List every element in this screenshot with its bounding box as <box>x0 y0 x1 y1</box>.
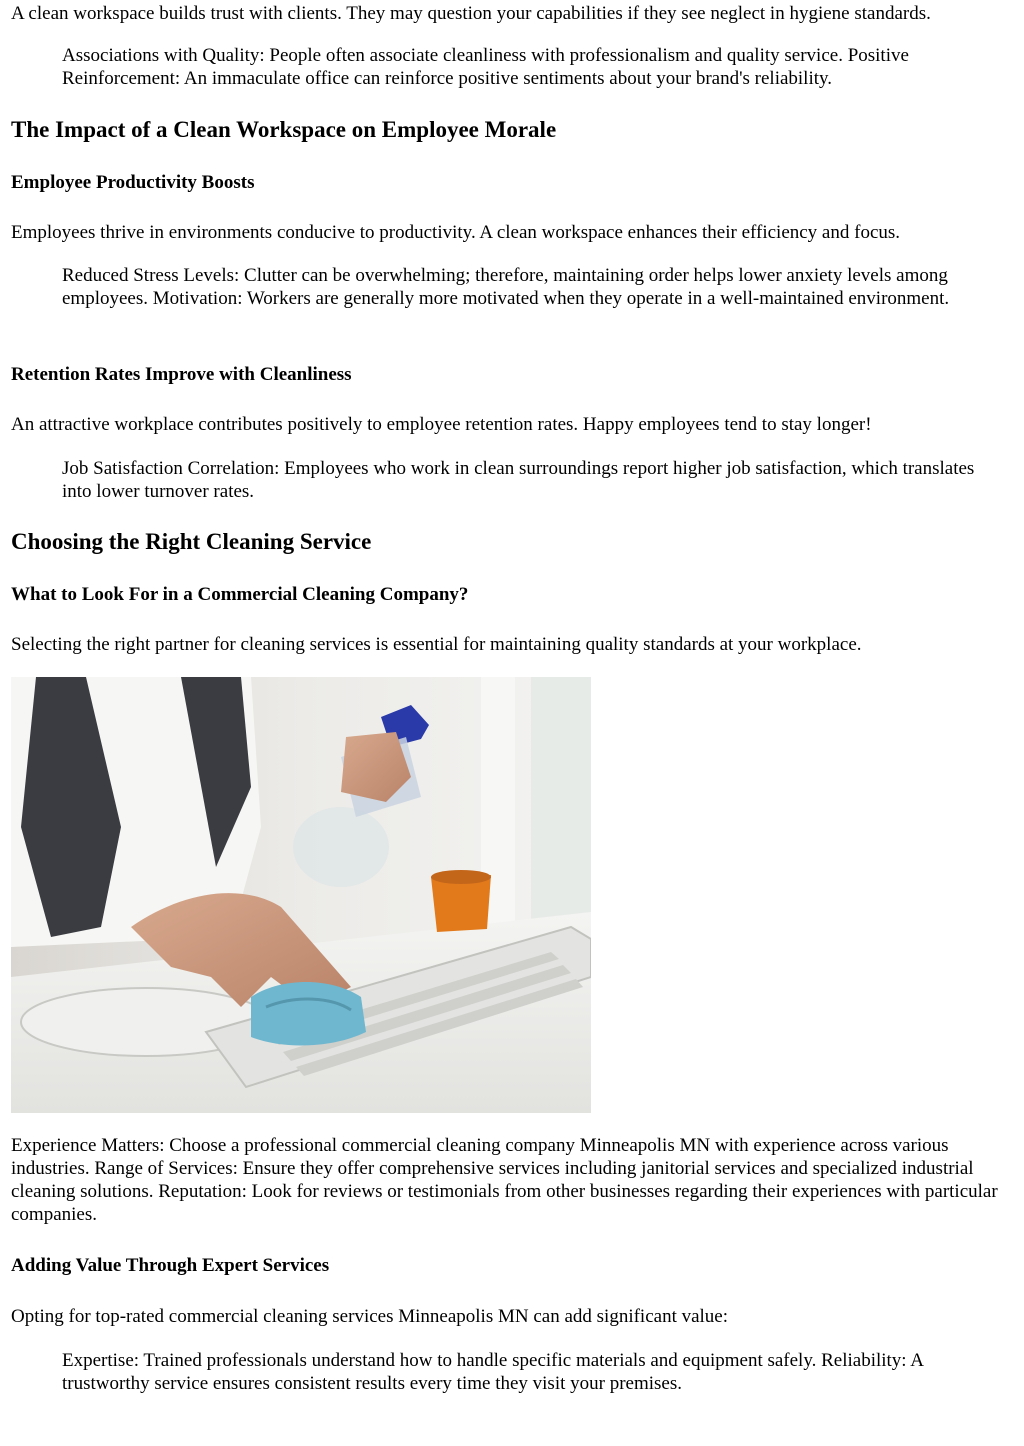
cleaning-desk-photo <box>11 677 591 1113</box>
blue-cloth-shape <box>251 982 366 1045</box>
retention-list-item: Job Satisfaction Correlation: Employees who work in clean surroundings report higher job satisfaction, which translates into lower turnover rates. <box>62 458 975 502</box>
look-for-paragraph: Selecting the right partner for cleaning services is essential for maintaining quality standards at your workplace. <box>11 634 862 655</box>
heading-employee-productivity: Employee Productivity Boosts <box>11 172 255 193</box>
glass-jar-shape <box>293 807 389 887</box>
intro-list-item: Associations with Quality: People often associate cleanliness with professionalism and quality service. Positive Reinforcement: An immaculate office can reinforce positive sentiments about your brand's reliability. <box>62 45 909 89</box>
heading-adding-value: Adding Value Through Expert Services <box>11 1255 330 1276</box>
heading-employee-morale: The Impact of a Clean Workspace on Employee Morale <box>11 117 557 142</box>
intro-paragraph: A clean workspace builds trust with clients. They may question your capabilities if they see neglect in hygiene standards. <box>11 3 931 24</box>
retention-paragraph: An attractive workplace contributes positively to employee retention rates. Happy employees tend to stay longer! <box>11 414 872 435</box>
experience-paragraph: Experience Matters: Choose a professional commercial cleaning company Minneapolis MN with experience across various industries. Range of Services: Ensure they offer comprehensive services including janitorial services and specialized industrial cleaning solutions. Reputation: Look for reviews or testimonials from other businesses regarding their experiences with particular companies. <box>11 1135 998 1225</box>
value-list-item: Expertise: Trained professionals understand how to handle specific materials and equipment safely. Reliability: A trustworthy service ensures consistent results every time they visit your premises. <box>62 1350 923 1394</box>
heading-what-to-look-for: What to Look For in a Commercial Cleaning Company? <box>11 584 469 605</box>
mug-rim-shape <box>431 870 491 884</box>
heading-retention-rates: Retention Rates Improve with Cleanliness <box>11 364 352 385</box>
productivity-list-item: Reduced Stress Levels: Clutter can be overwhelming; therefore, maintaining order helps lower anxiety levels among employees. Motivation: Workers are generally more motivated when they operate in a well-maintained environment. <box>62 265 950 309</box>
productivity-paragraph: Employees thrive in environments conducive to productivity. A clean workspace enhances their efficiency and focus. <box>11 222 901 243</box>
value-paragraph: Opting for top-rated commercial cleaning services Minneapolis MN can add significant value: <box>11 1306 729 1327</box>
heading-choosing-service: Choosing the Right Cleaning Service <box>11 529 372 554</box>
